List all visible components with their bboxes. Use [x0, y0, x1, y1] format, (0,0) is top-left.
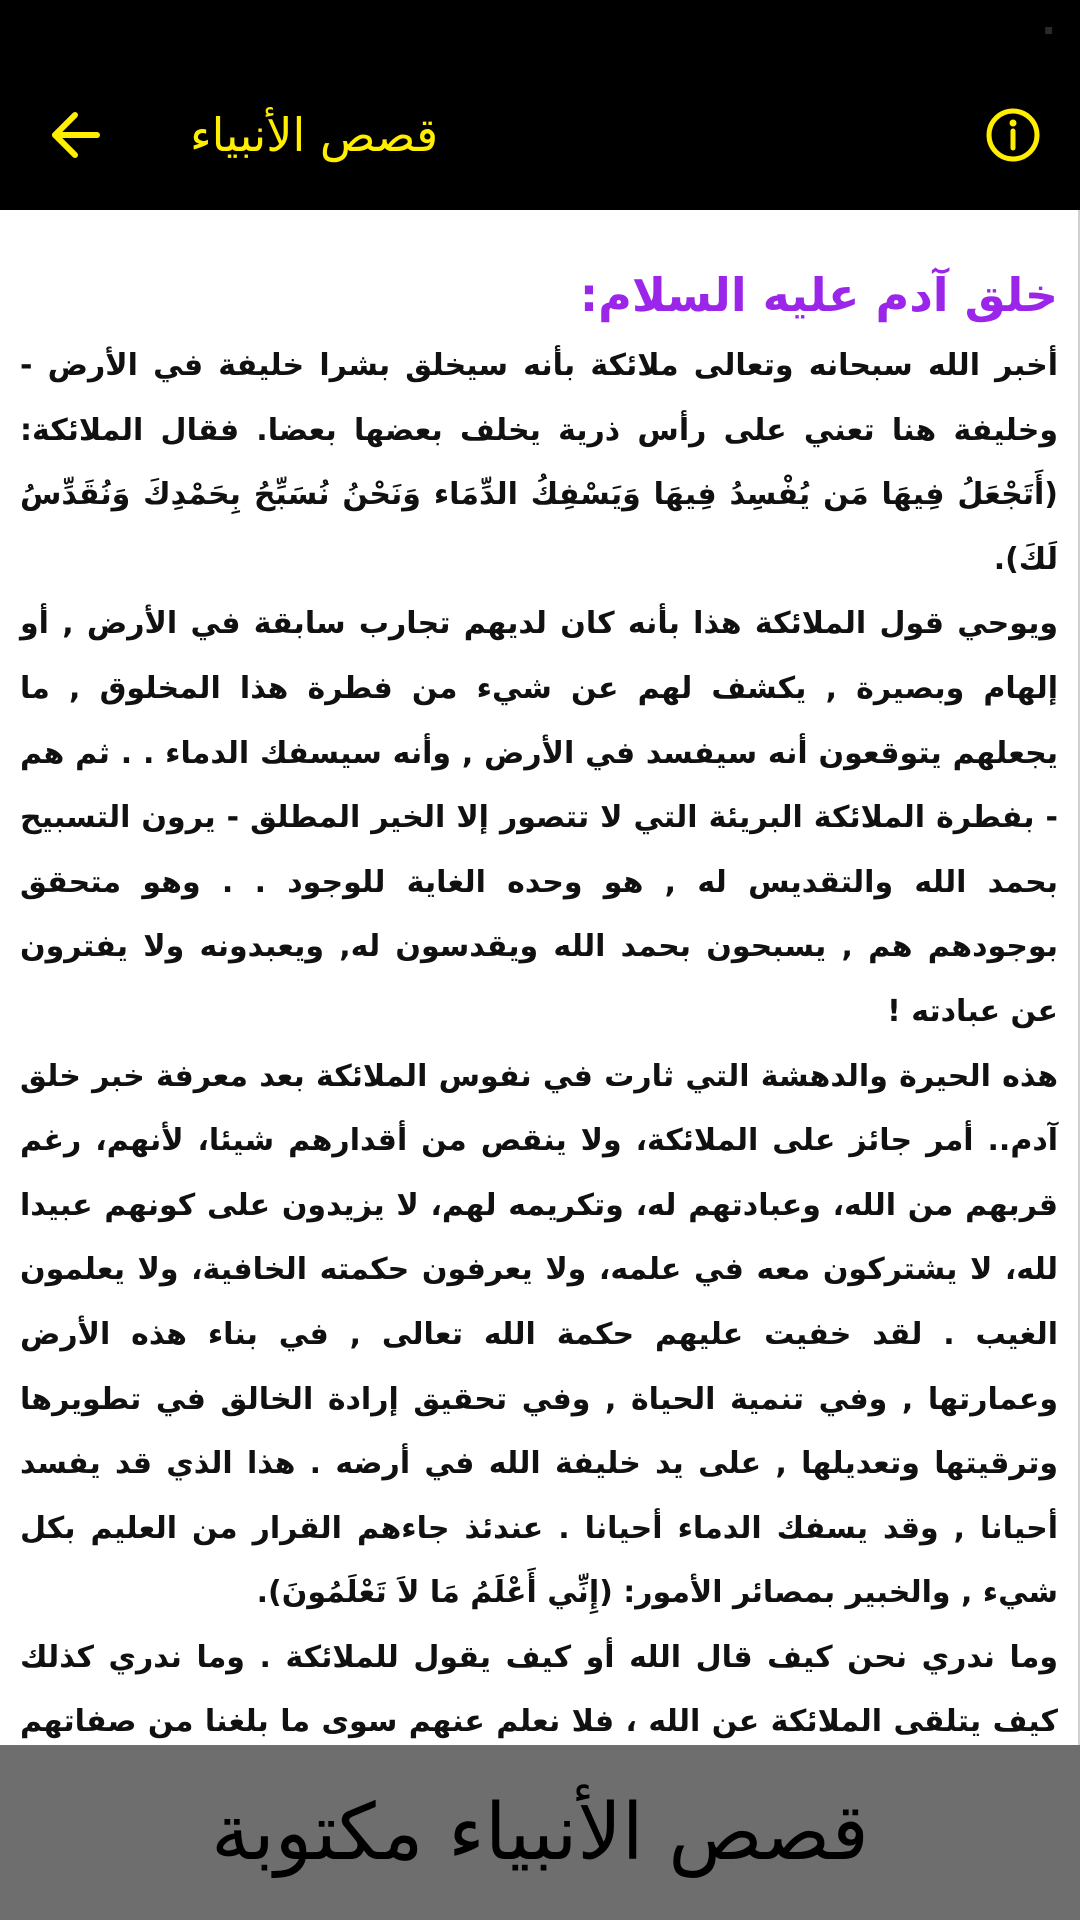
info-button[interactable] — [976, 98, 1050, 172]
app-title: قصص الأنبياء — [190, 108, 439, 162]
bottom-banner[interactable] — [0, 1745, 1080, 1920]
story-paragraph: وما ندري نحن كيف قال الله أو كيف يقول للملائكة . وما ندري كذلك كيف يتلقى الملائكة عن الله ، فلا نعلم عنهم سوى ما بلغنا من صفاتهم — [20, 1639, 1058, 1740]
story-title: خلق آدم عليه السلام: — [579, 268, 1058, 322]
story-paragraph: هذه الحيرة والدهشة التي ثارت في نفوس الملائكة بعد معرفة خبر خلق آدم.. أمر جائز على الملائكة، ولا ينقص من أقدارهم شيئا، لأنهم، رغم قربهم من الله، وعبادتهم له، وتكريمه لهم، لا يزيدون على كونهم عبيدا لله، لا يشتركون معه في علمه، ولا يعرفون حكمته الخافية، ولا يعلمون الغيب . لقد خفيت عليهم حكمة الله تعالى , في بناء هذه الأرض وعمارتها , وفي تنمية الحياة , وفي تحقيق إرادة الخالق في تطويرها وترقيتها وتعديلها , على يد خليفة الله في أرضه . هذا الذي قد يفسد أحيانا , وقد يسفك الدماء أحيانا . عندئذ جاءهم القرار من العليم بكل شيء , والخبير بمصائر الأمور: (إِنِّي أَعْلَمُ مَا لاَ تَعْلَمُونَ). — [20, 1058, 1058, 1611]
story-paragraph: أخبر الله سبحانه وتعالى ملائكة بأنه سيخلق بشرا خليفة في الأرض - وخليفة هنا تعني على رأس ذرية يخلف بعضها بعضا. فقال الملائكة: (أَتَجْعَلُ فِيهَا مَن يُفْسِدُ فِيهَا وَيَسْفِكُ الدِّمَاء وَنَحْنُ نُسَبِّحُ بِحَمْدِكَ وَنُقَدِّسُ لَكَ). — [20, 348, 1058, 577]
app-bar — [0, 58, 1080, 210]
story-content[interactable] — [0, 210, 1080, 1745]
back-button[interactable] — [38, 98, 112, 172]
story-paragraph: ويوحي قول الملائكة هذا بأنه كان لديهم تجارب سابقة في الأرض , أو إلهام وبصيرة , يكشف لهم عن شيء من فطرة هذا المخلوق , ما يجعلهم يتوقعون أنه سيفسد في الأرض , وأنه سيسفك الدماء . . ثم هم - بفطرة الملائكة البريئة التي لا تتصور إلا الخير المطلق - يرون التسبيح بحمد الله والتقديس له , هو وحده الغاية للوجود . . وهو متحقق بوجودهم هم , يسبحون بحمد الله ويقدسون له, ويعبدونه ولا يفترون عن عبادته ! — [20, 606, 1058, 1029]
info-circle-icon — [984, 106, 1042, 164]
status-bar — [0, 0, 1080, 58]
banner-text: قصص الأنبياء مكتوبة — [211, 1787, 869, 1878]
arrow-left-icon — [49, 109, 101, 161]
status-indicator-icon: ▪ — [1044, 22, 1054, 38]
